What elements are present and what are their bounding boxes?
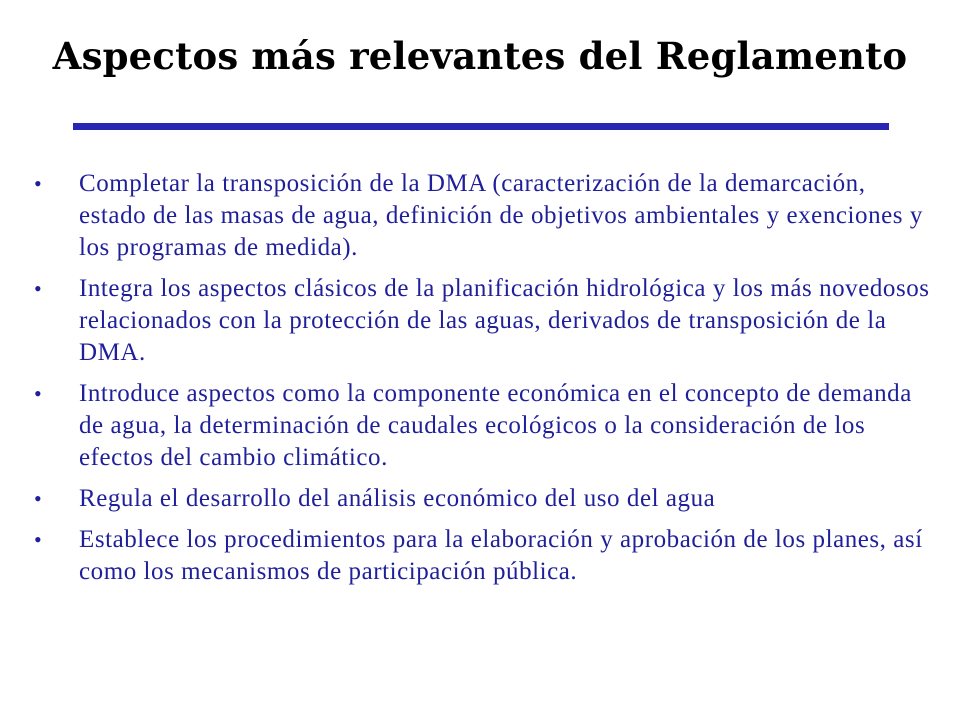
bullet-text: Integra los aspectos clásicos de la planificación hidrológica y los más novedosos relacionados con la protección de las aguas, derivados de transposición de la DMA. — [79, 275, 930, 366]
bullet-item — [34, 378, 934, 474]
bullet-icon: • — [34, 381, 43, 406]
bullet-icon: • — [34, 486, 43, 511]
bullet-text: Completar la transposición de la DMA (caracterización de la demarcación, estado de las masas de agua, definición de objetivos ambientales y exenciones y los programas de medida). — [79, 170, 923, 261]
bullet-item — [34, 273, 934, 369]
bullet-text: Establece los procedimientos para la elaboración y aprobación de los planes, así como los mecanismos de participación pública. — [79, 526, 923, 585]
bullet-text: Regula el desarrollo del análisis económico del uso del agua — [79, 485, 716, 512]
bullet-icon: • — [34, 527, 43, 552]
slide-title: Aspectos más relevantes del Reglamento — [52, 34, 908, 78]
bullet-text: Introduce aspectos como la componente económica en el concepto de demanda de agua, la determinación de caudales ecológicos o la consideración de los efectos del cambio climático. — [79, 380, 912, 471]
bullet-icon: • — [34, 276, 43, 301]
bullet-item — [34, 168, 934, 264]
bullet-item — [34, 524, 934, 588]
title-underline — [73, 123, 889, 130]
bullet-item — [34, 483, 934, 515]
bullet-icon: • — [34, 171, 43, 196]
bullet-list — [34, 168, 934, 597]
